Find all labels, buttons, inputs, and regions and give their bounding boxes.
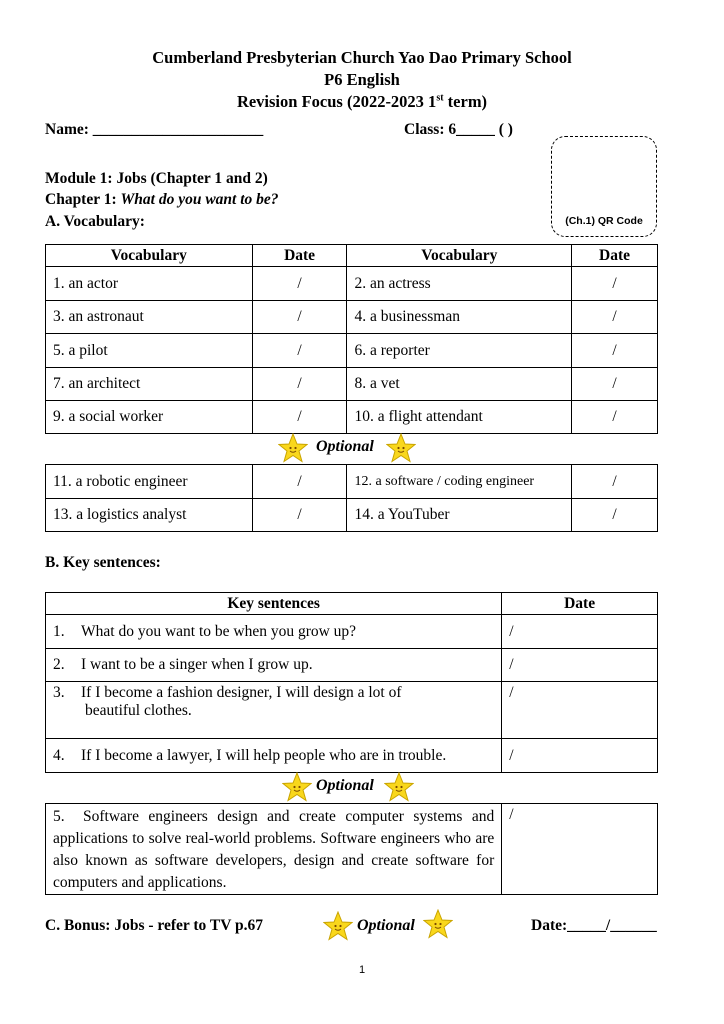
vocab-word: 5. a pilot bbox=[46, 334, 253, 368]
name-field: Name: ______________________ bbox=[45, 121, 264, 138]
table-row bbox=[46, 804, 658, 895]
table-row bbox=[46, 368, 658, 401]
class-field: Class: 6_____ ( ) bbox=[404, 121, 513, 138]
key-sentence: 5. Software engineers design and create computer systems and applications to solve real-world problems. Software engineers who are also known as software developers, design and create software for computers and applications. bbox=[46, 804, 502, 895]
vocab-date: / bbox=[252, 401, 347, 434]
subject-title: P6 English bbox=[324, 70, 400, 89]
table-row bbox=[46, 682, 658, 739]
star-icon bbox=[278, 433, 308, 463]
key-sentences-header: Key sentences bbox=[46, 593, 502, 615]
table-row bbox=[46, 401, 658, 434]
table-row bbox=[46, 499, 658, 532]
star-icon bbox=[384, 772, 414, 802]
vocab-date: / bbox=[252, 465, 347, 499]
vocab-word: 6. a reporter bbox=[347, 334, 572, 368]
bonus-title: C. Bonus: Jobs - refer to TV p.67 bbox=[45, 917, 264, 934]
vocab-date: / bbox=[252, 334, 347, 368]
vocab-date: / bbox=[572, 401, 658, 434]
key-sentence: 1. What do you want to be when you grow up? bbox=[46, 615, 502, 649]
vocab-section-title: A. Vocabulary: bbox=[45, 213, 145, 230]
table-row bbox=[46, 334, 658, 368]
page-number: 1 bbox=[358, 964, 366, 976]
vocab-word: 13. a logistics analyst bbox=[46, 499, 253, 532]
vocab-word: 7. an architect bbox=[46, 368, 253, 401]
vocab-date: / bbox=[252, 301, 347, 334]
star-icon bbox=[423, 909, 453, 939]
vocab-word: 9. a social worker bbox=[46, 401, 253, 434]
vocab-date: / bbox=[572, 334, 658, 368]
key-sentences-section-title: B. Key sentences: bbox=[45, 554, 161, 571]
vocab-date: / bbox=[252, 368, 347, 401]
vocab-header: Vocabulary bbox=[46, 245, 253, 267]
vocab-word: 3. an astronaut bbox=[46, 301, 253, 334]
revision-focus-title: Revision Focus (2022-2023 1st term) bbox=[236, 92, 488, 111]
vocab-date: / bbox=[252, 267, 347, 301]
key-sentences-table bbox=[45, 592, 658, 773]
qr-code-label: (Ch.1) QR Code bbox=[565, 215, 643, 227]
qr-code-placeholder bbox=[551, 136, 657, 237]
star-icon bbox=[386, 433, 416, 463]
key-sentence: 4. If I become a lawyer, I will help people who are in trouble. bbox=[46, 739, 502, 773]
star-icon bbox=[323, 911, 353, 941]
date-header: Date bbox=[502, 593, 658, 615]
date-header: Date bbox=[252, 245, 347, 267]
optional-label: Optional bbox=[357, 917, 415, 934]
vocab-word: 12. a software / coding engineer bbox=[347, 465, 572, 499]
key-sentences-header-row bbox=[46, 593, 658, 615]
optional-label: Optional bbox=[316, 777, 374, 794]
table-row bbox=[46, 739, 658, 773]
star-icon bbox=[282, 772, 312, 802]
bonus-date-field: Date:_____/______ bbox=[531, 917, 657, 934]
optional-vocab-table bbox=[45, 464, 658, 532]
optional-label: Optional bbox=[316, 438, 374, 455]
optional-key-sentence-table bbox=[45, 803, 658, 895]
vocab-header-row bbox=[46, 245, 658, 267]
vocab-date: / bbox=[252, 499, 347, 532]
vocab-table bbox=[45, 244, 658, 434]
vocab-date: / bbox=[572, 368, 658, 401]
vocab-date: / bbox=[572, 301, 658, 334]
school-name: Cumberland Presbyterian Church Yao Dao Primary School bbox=[152, 48, 572, 67]
vocab-word: 10. a flight attendant bbox=[347, 401, 572, 434]
vocab-header: Vocabulary bbox=[347, 245, 572, 267]
key-sentence: 2. I want to be a singer when I grow up. bbox=[46, 649, 502, 682]
vocab-word: 2. an actress bbox=[347, 267, 572, 301]
key-sentence-date: / bbox=[502, 682, 658, 739]
table-row bbox=[46, 465, 658, 499]
date-header: Date bbox=[572, 245, 658, 267]
table-row bbox=[46, 301, 658, 334]
vocab-word: 4. a businessman bbox=[347, 301, 572, 334]
table-row bbox=[46, 649, 658, 682]
key-sentence-date: / bbox=[502, 739, 658, 773]
vocab-word: 1. an actor bbox=[46, 267, 253, 301]
key-sentence-date: / bbox=[502, 615, 658, 649]
key-sentence-date: / bbox=[502, 649, 658, 682]
vocab-date: / bbox=[572, 267, 658, 301]
vocab-word: 11. a robotic engineer bbox=[46, 465, 253, 499]
vocab-word: 14. a YouTuber bbox=[347, 499, 572, 532]
vocab-date: / bbox=[572, 499, 658, 532]
table-row bbox=[46, 615, 658, 649]
module-title: Module 1: Jobs (Chapter 1 and 2) bbox=[45, 170, 268, 187]
key-sentence-date: / bbox=[502, 804, 658, 895]
key-sentence: 3. If I become a fashion designer, I will design a lot of beautiful clothes. bbox=[46, 682, 502, 739]
vocab-date: / bbox=[572, 465, 658, 499]
chapter-title: Chapter 1: What do you want to be? bbox=[45, 191, 279, 208]
vocab-word: 8. a vet bbox=[347, 368, 572, 401]
table-row bbox=[46, 267, 658, 301]
